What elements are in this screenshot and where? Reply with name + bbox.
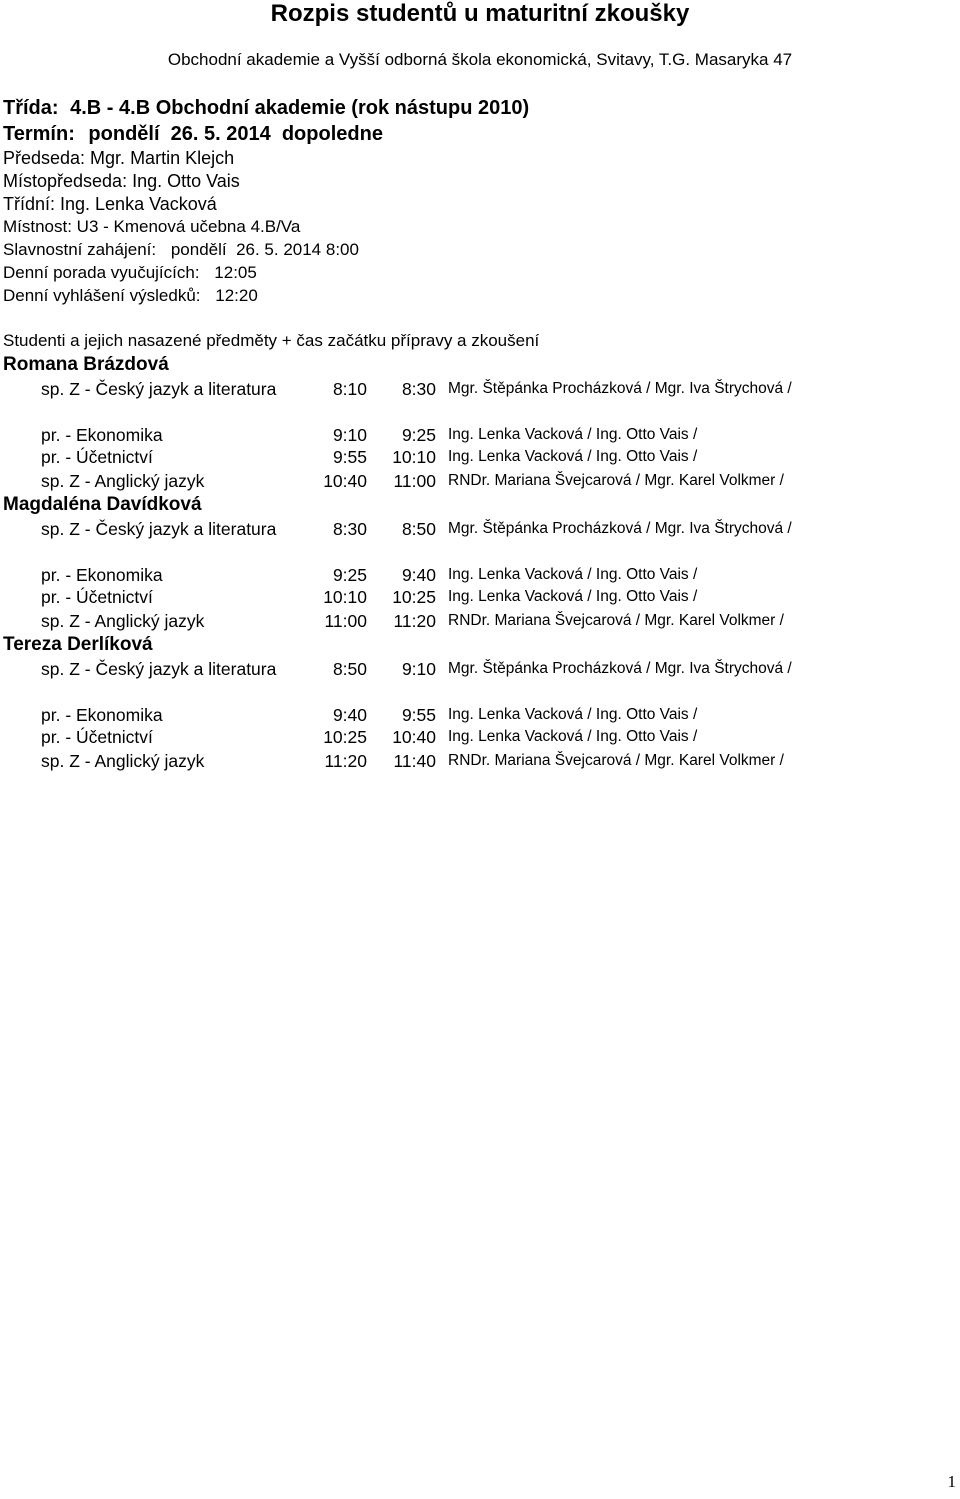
prep-time: 10:40 xyxy=(323,471,367,491)
subject: pr. - Účetnictví xyxy=(41,727,153,747)
room: Místnost: U3 - Kmenová učebna 4.B/Va xyxy=(3,217,301,236)
meeting-line xyxy=(3,262,257,284)
exam-time: 9:55 xyxy=(401,705,436,725)
subject: pr. - Účetnictví xyxy=(41,447,153,467)
subject: sp. Z - Český jazyk a literatura xyxy=(41,659,277,679)
exam-time: 9:25 xyxy=(401,425,436,445)
exam-time: 10:40 xyxy=(392,727,436,747)
prep-time: 8:10 xyxy=(332,379,367,399)
exam-time: 11:00 xyxy=(393,471,436,491)
prep-time: 8:30 xyxy=(332,519,367,539)
prep-time: 9:55 xyxy=(332,447,367,467)
prep-time: 9:40 xyxy=(332,705,367,725)
term-line xyxy=(3,122,383,146)
meeting-label: Denní porada vyučujících: xyxy=(3,263,200,282)
prep-time: 10:10 xyxy=(323,587,367,607)
exam-time: 11:20 xyxy=(393,611,436,631)
examiners: Ing. Lenka Vacková / Ing. Otto Vais / xyxy=(448,706,698,723)
examiners: RNDr. Mariana Švejcarová / Mgr. Karel Volkmer / xyxy=(448,612,784,629)
examiners: RNDr. Mariana Švejcarová / Mgr. Karel Volkmer / xyxy=(448,752,784,769)
prep-time: 10:25 xyxy=(323,727,367,747)
class-line xyxy=(3,96,529,120)
exam-time: 10:25 xyxy=(392,587,436,607)
examiners: Mgr. Štěpánka Procházková / Mgr. Iva Štrychová / xyxy=(448,380,792,397)
exam-time: 9:10 xyxy=(401,659,436,679)
term-value: pondělí 26. 5. 2014 dopoledne xyxy=(88,123,383,145)
page-title: Rozpis studentů u maturitní zkoušky xyxy=(270,0,690,27)
meeting-value: 12:05 xyxy=(214,263,257,282)
prep-time: 9:25 xyxy=(332,565,367,585)
examiners: RNDr. Mariana Švejcarová / Mgr. Karel Volkmer / xyxy=(448,472,784,489)
class-label: Třída: xyxy=(3,97,59,119)
examiners: Ing. Lenka Vacková / Ing. Otto Vais / xyxy=(448,566,698,583)
page-number: 1 xyxy=(947,1472,956,1491)
student-name: Magdaléna Davídková xyxy=(3,494,202,515)
examiners: Ing. Lenka Vacková / Ing. Otto Vais / xyxy=(448,588,698,605)
prep-time: 11:20 xyxy=(324,751,367,771)
school-name: Obchodní akademie a Vyšší odborná škola ekonomická, Svitavy, T.G. Masaryka 47 xyxy=(167,50,793,69)
term-label: Termín: xyxy=(3,123,75,145)
exam-time: 8:30 xyxy=(401,379,436,399)
prep-time: 8:50 xyxy=(332,659,367,679)
subject: pr. - Ekonomika xyxy=(41,705,163,725)
prep-time: 11:00 xyxy=(324,611,367,631)
examiners: Ing. Lenka Vacková / Ing. Otto Vais / xyxy=(448,728,698,745)
results-value: 12:20 xyxy=(215,286,258,305)
section-heading: Studenti a jejich nasazené předměty + čas začátku přípravy a zkoušení xyxy=(3,331,540,350)
examiners: Mgr. Štěpánka Procházková / Mgr. Iva Štrychová / xyxy=(448,520,792,537)
chairman: Předseda: Mgr. Martin Klejch xyxy=(3,148,235,168)
examiners: Ing. Lenka Vacková / Ing. Otto Vais / xyxy=(448,448,698,465)
exam-time: 10:10 xyxy=(392,447,436,467)
exam-time: 11:40 xyxy=(393,751,436,771)
subject: sp. Z - Český jazyk a literatura xyxy=(41,379,277,399)
exam-time: 9:40 xyxy=(401,565,436,585)
subject: sp. Z - Anglický jazyk xyxy=(41,471,205,491)
student-name: Romana Brázdová xyxy=(3,354,169,375)
examiners: Ing. Lenka Vacková / Ing. Otto Vais / xyxy=(448,426,698,443)
opening-line xyxy=(3,239,359,261)
examiners: Mgr. Štěpánka Procházková / Mgr. Iva Štrychová / xyxy=(448,660,792,677)
opening-value: pondělí 26. 5. 2014 8:00 xyxy=(170,240,359,259)
exam-time: 8:50 xyxy=(401,519,436,539)
results-line xyxy=(3,285,258,307)
opening-label: Slavnostní zahájení: xyxy=(3,240,157,259)
vice-chairman: Místopředseda: Ing. Otto Vais xyxy=(3,171,240,191)
class-value: 4.B - 4.B Obchodní akademie (rok nástupu 2010) xyxy=(70,97,530,119)
student-name: Tereza Derlíková xyxy=(3,634,153,655)
subject: pr. - Ekonomika xyxy=(41,565,163,585)
class-teacher: Třídní: Ing. Lenka Vacková xyxy=(3,194,217,214)
results-label: Denní vyhlášení výsledků: xyxy=(3,286,201,305)
subject: pr. - Účetnictví xyxy=(41,587,153,607)
subject: sp. Z - Anglický jazyk xyxy=(41,611,205,631)
subject: pr. - Ekonomika xyxy=(41,425,163,445)
subject: sp. Z - Anglický jazyk xyxy=(41,751,205,771)
prep-time: 9:10 xyxy=(332,425,367,445)
subject: sp. Z - Český jazyk a literatura xyxy=(41,519,277,539)
